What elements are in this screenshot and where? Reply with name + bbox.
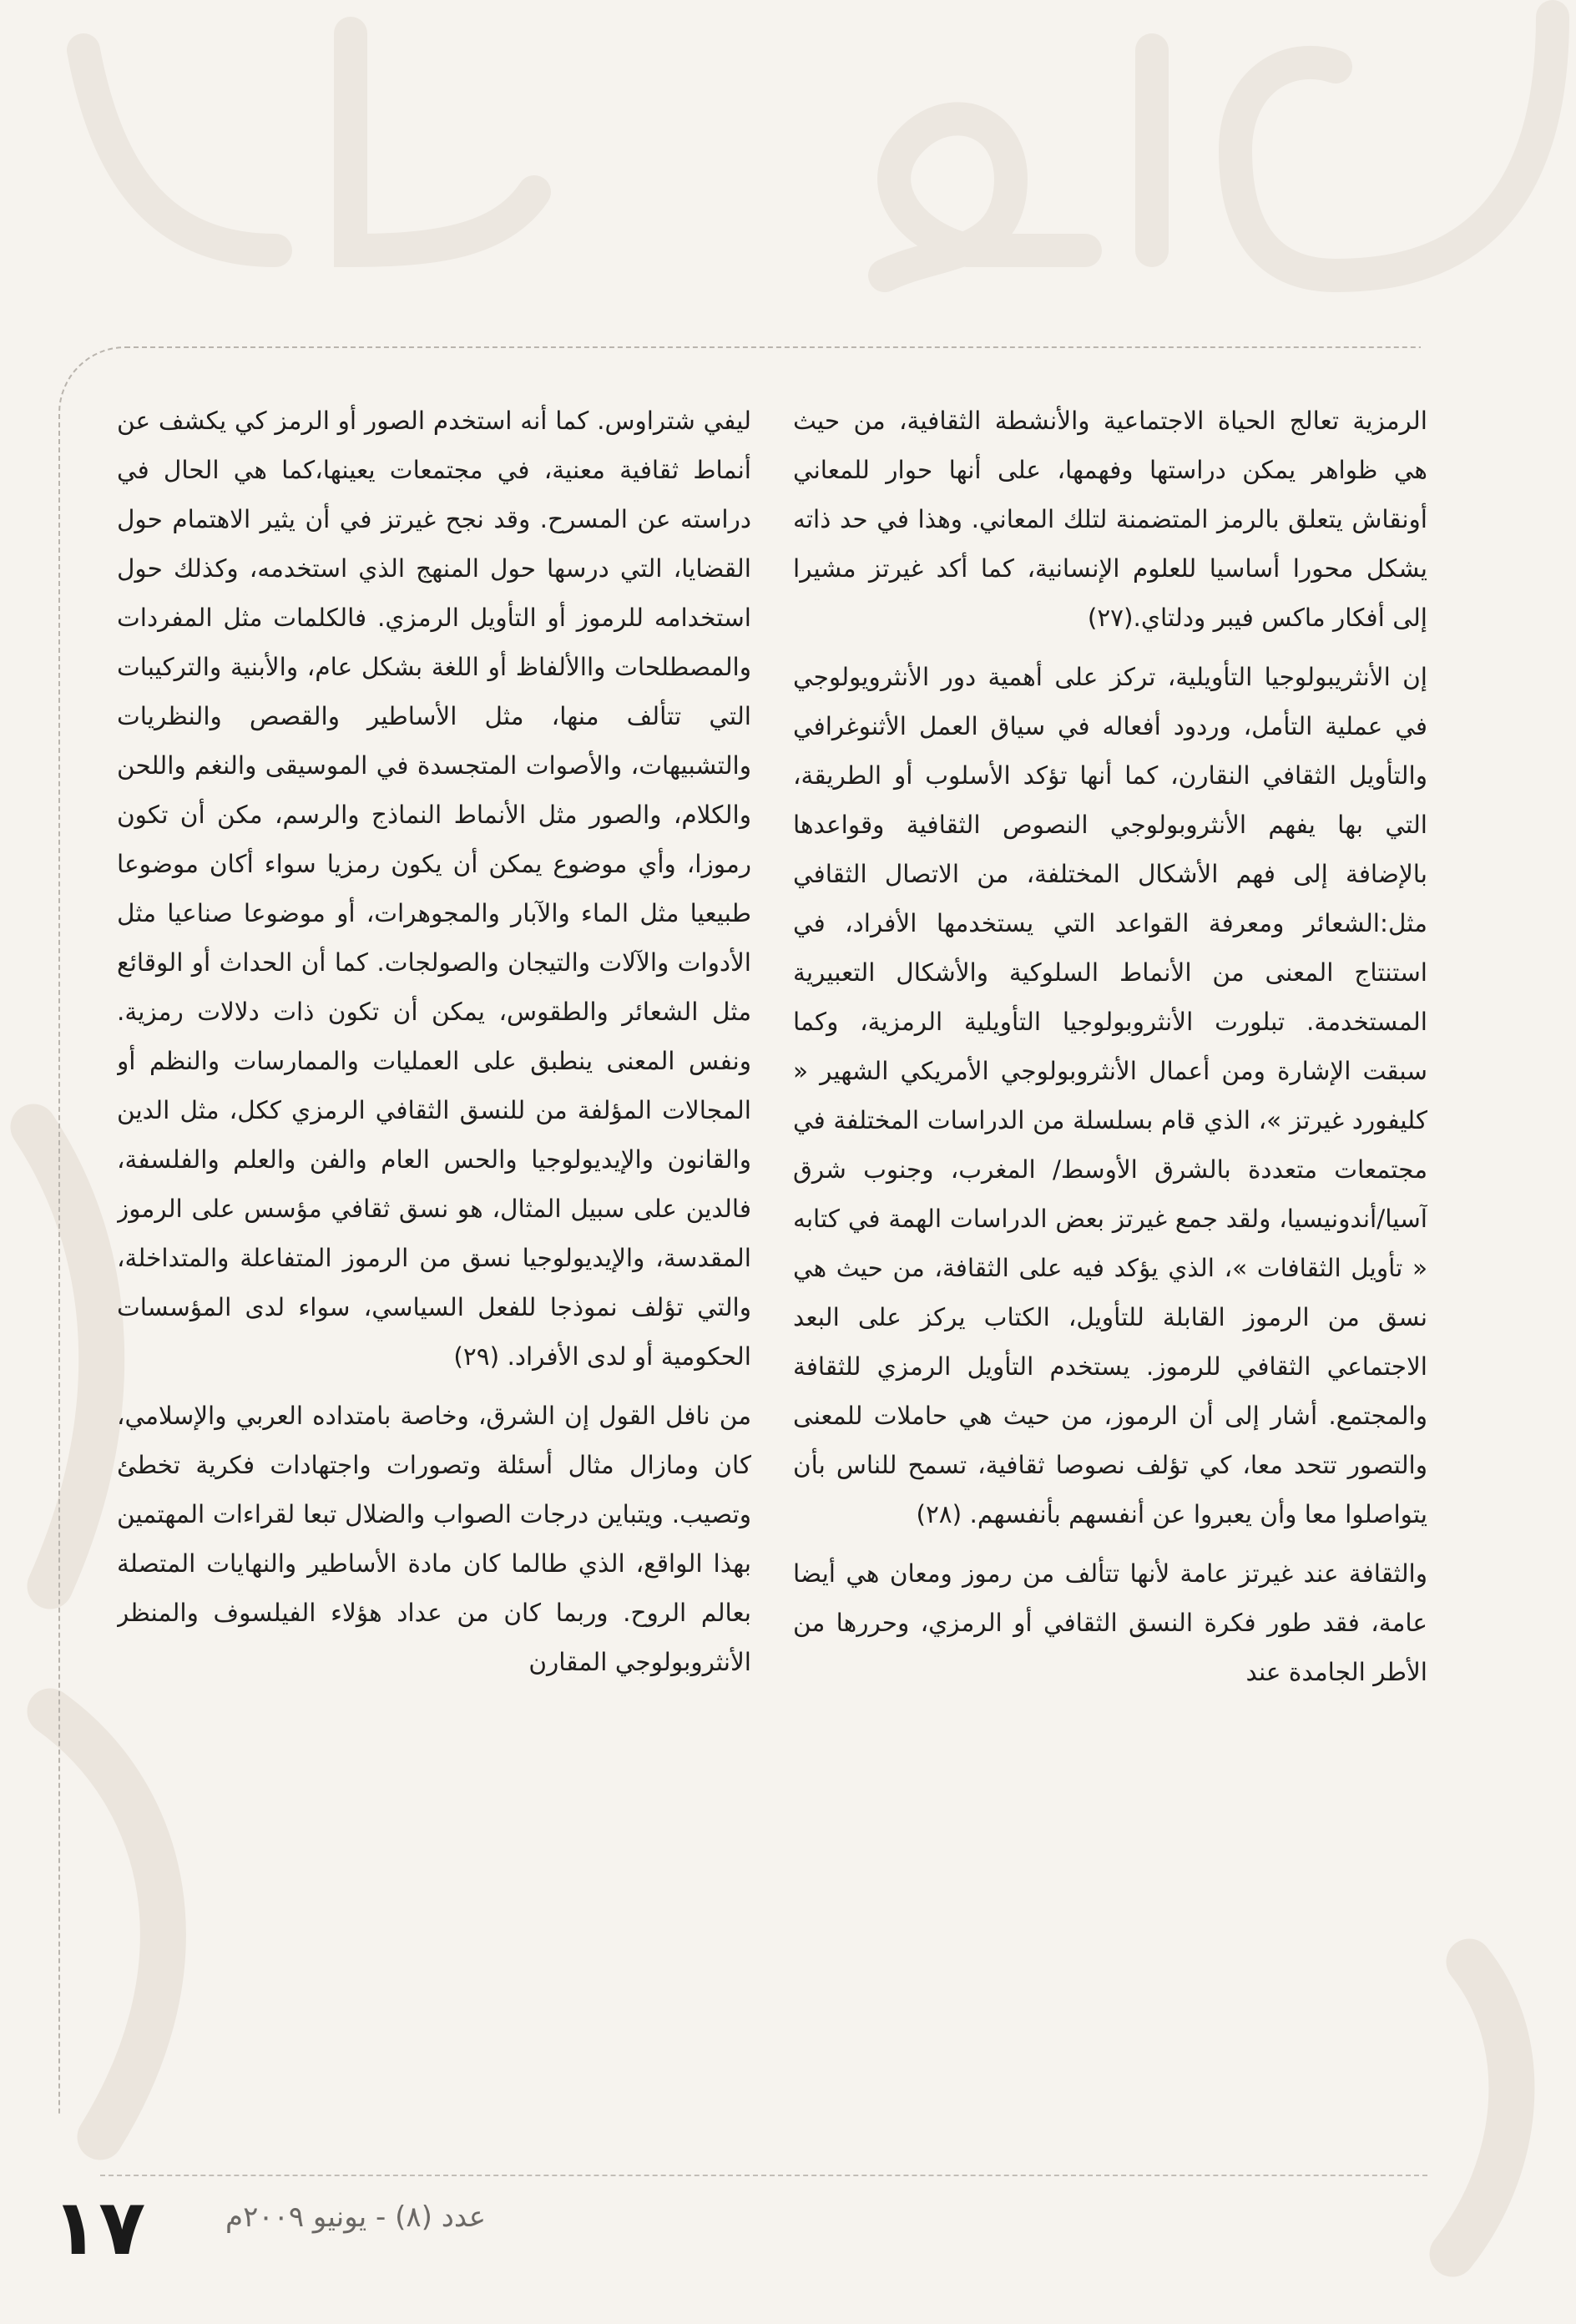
footer-divider (100, 2175, 1427, 2176)
page-number: ١٧ (52, 2183, 146, 2272)
right-text-column (793, 397, 1427, 2074)
paragraph: ليفي شتراوس. كما أنه استخدم الصور أو الرمز كي يكشف عن أنماط ثقافية معنية، في مجتمعات يعينها،كما هي الحال في دراسته عن المسرح. وقد نجح غيرتز في أن يثير الاهتمام حول القضايا، التي درسها حول المنهج الذي استخدمه، وكذلك حول استخدامه للرموز أو التأويل الرمزي. فالكلمات مثل المفردات والمصطلحات واالألفاظ أو اللغة بشكل عام، والأبنية والتركيبات التي تتألف منها، مثل الأساطير والقصص والنظريات والتشبيهات، والأصوات المتجسدة في الموسيقى والنغم واللحن والكلام، والصور مثل الأنماط النماذج والرسم، مكن أن تكون رموزا، وأي موضوع يمكن أن يكون رمزيا سواء أكان موضوعا طبيعيا مثل الماء والآبار والمجوهرات، أو موضوعا صناعيا مثل الأدوات والآلات والتيجان والصولجات. كما أن الحداث أو الوقائع مثل الشعائر والطقوس، يمكن أن تكون ذات دلالات رمزية. ونفس المعنى ينطبق على العمليات والممارسات والنظم أو المجالات المؤلفة من للنسق الثقافي الرمزي ككل، مثل الدين والقانون والإيديولوجيا والحس العام والفن والعلم والفلسفة، فالدين على سبيل المثال، هو نسق ثقافي مؤسس على الرموز المقدسة، والإيديولوجيا نسق من الرموز المتفاعلة والمتداخلة، والتي تؤلف نموذجا للفعل السياسي، سواء لدى المؤسسات الحكومية أو لدى الأفراد. (٢٩) (117, 407, 751, 1371)
left-text-column (117, 397, 751, 2074)
paragraph: والثقافة عند غيرتز عامة لأنها تتألف من رموز ومعان هي أيضا عامة، فقد طور فكرة النسق الثقافي أو الرمزي، وحررها من الأطر الجامدة عند (793, 1559, 1427, 1686)
paragraph: من نافل القول إن الشرق، وخاصة بامتداده العربي والإسلامي، كان ومازال مثال أسئلة وتصورات واجتهادات فكرية تخطئ وتصيب. ويتباين درجات الصواب والضلال تبعا لقراءات المهتمين بهذا الواقع، الذي طالما كان مادة الأساطير والنهايات المتصلة بعالم الروح. وربما كان من عداد هؤلاء الفيلسوف والمنظر الأنثروبولوجي المقارن (117, 1402, 751, 1676)
paragraph: إن الأنثريبولوجيا التأويلية، تركز على أهمية دور الأنثرويولوجي في عملية التأمل، وردود أفعاله في سياق العمل الأثنوغرافي والتأويل الثقافي النقارن، كما أنها تؤكد الأسلوب أو الطريقة، التي بها يفهم الأنثروبولوجي النصوص الثقافية وقواعدها بالإضافة إلى فهم الأشكال المختلفة، من الاتصال الثقافي مثل:الشعائر ومعرفة القواعد التي يستخدمها الأفراد، في استنتاج المعنى من الأنماط السلوكية والأشكال التعبيرية المستخدمة. تبلورت الأنثروبولوجيا التأويلية الرمزية، وكما سبقت الإشارة ومن أعمال الأنثروبولوجي الأمريكي الشهير « كليفورد غيرتز »، الذي قام بسلسلة من الدراسات المختلفة في مجتمعات متعددة بالشرق الأوسط/ المغرب، وجنوب شرق آسيا/أندونيسيا، ولقد جمع غيرتز بعض الدراسات الهمة في كتابه « تأويل الثقافات »، الذي يؤكد فيه على الثقافة، من حيث هي نسق من الرموز القابلة للتأويل، الكتاب يركز على البعد الاجتماعي الثقافي للرموز. يستخدم التأويل الرمزي للثقافة والمجتمع. أشار إلى أن الرموز، من حيث هي حاملات للمعنى والتصور تتحد معا، كي تؤلف نصوصا ثقافية، تسمح للناس بأن يتواصلوا معا وأن يعبروا عن أنفسهم بأنفسهم. (٢٨) (793, 663, 1427, 1528)
issue-info: عدد (٨) - يونيو ٢٠٠٩م (225, 2200, 487, 2234)
paragraph: الرمزية تعالج الحياة الاجتماعية والأنشطة الثقافية، من حيث هي ظواهر يمكن دراستها وفهمها، على أنها حوار للمعاني أونقاش يتعلق بالرمز المتضمنة لتلك المعاني. وهذا في حد ذاته يشكل محورا أساسيا للعلوم الإنسانية، كما أكد غيرتز مشيرا إلى أفكار ماكس فيبر ودلتاي.(٢٧) (793, 407, 1427, 632)
